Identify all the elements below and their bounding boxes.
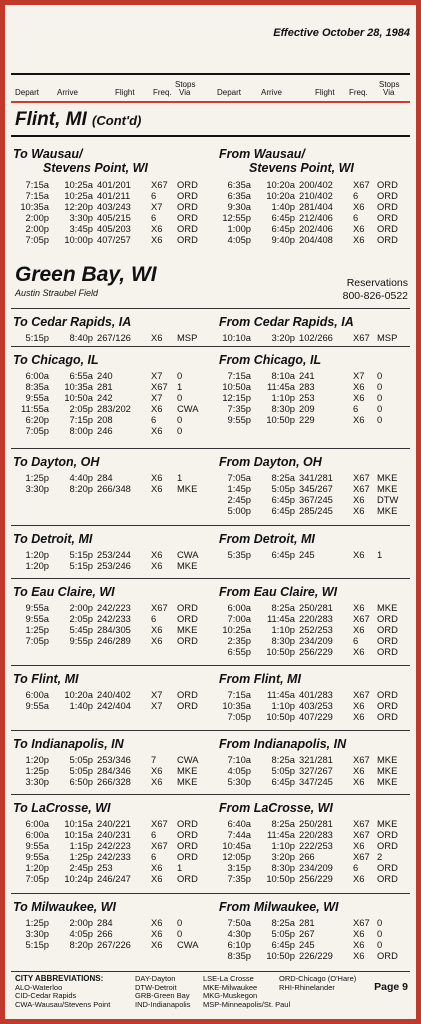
column-header-right: Depart Arrive Flight Freq. Stops Via [217, 80, 400, 97]
flight-row: 7:05p 8:00p 246 X6 0 [25, 425, 183, 436]
route-title: To Detroit, MI [13, 532, 93, 546]
section-divider [11, 730, 410, 731]
section-divider [11, 794, 410, 795]
flight-row: 8:35p 10:50p 226/229 X6 ORD [227, 950, 398, 961]
flight-row: 6:35a 10:20a 210/402 6 ORD [227, 190, 398, 201]
flight-row: 1:45p 5:05p 345/267 X67 MKE [227, 483, 398, 494]
reservations [343, 277, 408, 303]
flight-row: 3:30p 8:20p 266/348 X6 MKE [25, 483, 198, 494]
flight-row: 1:20p 2:45p 253 X6 1 [25, 862, 183, 873]
flight-row: 6:20p 7:15p 208 6 0 [25, 414, 183, 425]
timetable-page: Effective October 28, 1984 Depart Arrive Flight Freq. Stops Via Depart Arrive Flight Freq. Stops Via Flint, MI (Cont'd) Green Bay, WI Austin Straubel Field Reservations 800-826-0522 To Wausau/ Stevens Point, WI 7:15a 10:25a 401/201 X67 ORD 7:15a 10:25a 401/211 6 ORD 10:35a 12:20p 403/243 X7 ORD 2:00p 3:30p 405/215 6 ORD 2:00p 3:45p 405/203 X6 ORD 7:05p 10:00p 407/257 X6 ORD From Wausau/ Stevens Point, WI 6:35a 10:20a 200/402 X67 ORD 6:35a 10:20a 210/402 6 ORD 9:30a 1:40p 281/404 X6 ORD 12:55p 6:45p 212/406 6 ORD 1:00p 6:45p 202/406 X6 ORD 4:05p 9:40p 204/408 X6 ORD To Cedar Rapids, IA 5:15p 8:40p 267/126 X6 MSP From Cedar Rapids, IA 10:10a 3:20p 102/266 X67 MSP To Chicago, IL 6:00a 6:55a 240 X7 0 8:35a 10:35a 281 X67 1 9:55a 10:50a 242 X7 0 11:55a 2:05p 283/202 X6 CWA 6:20p 7:15p 208 6 0 7:05p 8:00p 246 X6 0 From Chicago, IL 7:15a 8:10a 241 X7 0 10:50a 11:45a 283 X6 0 12:15p 1:10p 253 X6 0 7:35p 8:30p 209 6 0 9:55p 10:50p 229 X6 0 To Dayton, OH 1:25p 4:40p 284 X6 1 3:30p 8:20p 266/348 X6 MKE From Dayton, OH 7:05a 8:25a 341/281 X67 MKE 1:45p 5:05p 345/267 X67 MKE 2:45p 6:45p 367/245 X6 DTW 5:00p 6:45p 285/245 X6 MKE To Detroit, MI 1:20p 5:15p 253/244 X6 CWA 1:20p 5:15p 253/246 X6 MKE From Detroit, MI 5:35p 6:45p 245 X6 1 To Eau Claire, WI 9:55a 2:00p 242/223 X67 ORD 9:55a 2:05p 242/233 6 ORD 1:25p 5:45p 284/305 X6 MKE 7:05p 9:55p 246/289 X6 ORD From Eau Claire, WI 6:00a 8:25a 250/281 X6 MKE 7:00a 11:45a 220/283 X67 ORD 10:25a 1:10p 252/253 X6 ORD 2:35p 8:30p 234/209 6 ORD 6:55p 10:50p 256/229 X6 ORD To Flint, MI 6:00a 10:20a 240/402 X7 ORD 9:55a 1:40p 242/404 X7 ORD From Flint, MI 7:15a 11:45a 401/283 X67 ORD 10:35a 1:10p 403/253 X6 ORD 7:05p 10:50p 407/229 X6 ORD To Indianapolis, IN 1:20p 5:05p 253/346 7 CWA 1:25p 5:05p 284/346 X6 MKE 3:30p 6:50p 266/328 X6 MKE From Indianapolis, IN 7:10a 8:25a 321/281 X67 MKE 4:05p 5:05p 327/267 X6 MKE 5:30p 6:45p 347/245 X6 MKE To LaCrosse, WI 6:00a 10:15a 240/221 X67 ORD 6:00a 10:15a 240/231 6 ORD 9:55a 1:15p 242/223 X67 ORD 9:55a 1:25p 242/233 6 ORD 1:20p 2:45p 253 X6 1 7:05p 10:24p 246/247 X6 ORD From LaCrosse, WI 6:40a 8:25a 250/281 X67 MKE 7:44a 11:45a 220/283 X67 ORD 10:45a 1:10p 222/253 X6 ORD 12:05p 3:20p 266 X67 2 3:15p 8:30p 234/209 6 ORD 7:35p 10:50p 256/229 X6 ORD To Milwaukee, WI 1:25p 2:00p 284 X6 0 3:30p 4:05p 266 X6 0 5:15p 8:20p 267/226 X6 CWA From Milwaukee, WI 7:50a 8:25a 281 X67 0 4:30p 5:05p 267 X6 0 6:10p 6:45p 245 X6 0 8:35p 10:50p 226/229 X6 ORD CITY ABBREVIATIONS: ALO-Waterloo CID-Cedar Rapids CWA-Wausau/Stevens Point DAY-Dayton DTW-Detroit GRB-Green Bay IND-Indianapolis LSE-La Crosse MKE-Milwaukee MKG-Muskegon MSP-Minneapolis/St. Paul ORD-Chicago (O'Hare) RHI-Rhinelander Page 9 [5, 5, 416, 1019]
route-title: To Chicago, IL [13, 353, 99, 367]
flight-row: 10:45a 1:10p 222/253 X6 ORD [222, 840, 398, 851]
flight-row: 5:30p 6:45p 347/245 X6 MKE [227, 776, 398, 787]
city-title-green-bay: Green Bay, WI [15, 263, 157, 286]
section-divider [11, 525, 410, 526]
route-title-line2: Stevens Point, WI [249, 161, 354, 175]
flight-row: 10:35a 12:20p 403/243 X7 ORD [20, 201, 198, 212]
route-title: From Detroit, MI [219, 532, 315, 546]
route-title: From Cedar Rapids, IA [219, 315, 354, 329]
flint-rule [11, 135, 410, 137]
flight-row: 5:15p 8:20p 267/226 X6 CWA [25, 939, 199, 950]
route-title: From Dayton, OH [219, 455, 322, 469]
route-title: From Indianapolis, IN [219, 737, 347, 751]
flight-row: 12:15p 1:10p 253 X6 0 [222, 392, 383, 403]
flight-row: 6:00a 10:20a 240/402 X7 ORD [25, 689, 198, 700]
flight-row: 6:00a 8:25a 250/281 X6 MKE [227, 602, 398, 613]
flight-row: 10:10a 3:20p 102/266 X67 MSP [222, 332, 398, 343]
flight-row: 12:05p 3:20p 266 X67 2 [222, 851, 383, 862]
flight-row: 7:50a 8:25a 281 X67 0 [227, 917, 383, 928]
flight-row: 5:15p 8:40p 267/126 X6 MSP [25, 332, 198, 343]
flight-row: 2:00p 3:45p 405/203 X6 ORD [25, 223, 198, 234]
flight-row: 9:55p 10:50p 229 X6 0 [227, 414, 383, 425]
flight-row: 11:55a 2:05p 283/202 X6 CWA [21, 403, 199, 414]
airport-name: Austin Straubel Field [15, 288, 99, 298]
flight-row: 5:35p 6:45p 245 X6 1 [227, 549, 383, 560]
flight-row: 1:20p 5:05p 253/346 7 CWA [25, 754, 199, 765]
flight-row: 3:15p 8:30p 234/209 6 ORD [227, 862, 398, 873]
flight-row: 7:05p 10:00p 407/257 X6 ORD [25, 234, 198, 245]
route-title: To Flint, MI [13, 672, 79, 686]
route-title: From Chicago, IL [219, 353, 322, 367]
flight-row: 6:00a 10:15a 240/231 6 ORD [25, 829, 198, 840]
flight-row: 1:25p 4:40p 284 X6 1 [25, 472, 183, 483]
section-divider [11, 346, 410, 347]
footer-rule [11, 971, 410, 972]
flight-row: 9:55a 1:40p 242/404 X7 ORD [25, 700, 198, 711]
flight-row: 1:20p 5:15p 253/244 X6 CWA [25, 549, 199, 560]
page-number: Page 9 [374, 981, 408, 993]
flight-row: 1:00p 6:45p 202/406 X6 ORD [227, 223, 398, 234]
flight-row: 12:55p 6:45p 212/406 6 ORD [222, 212, 398, 223]
section-divider [11, 665, 410, 666]
flight-row: 9:55a 1:15p 242/223 X67 ORD [25, 840, 198, 851]
flight-row: 9:55a 2:05p 242/233 6 ORD [25, 613, 198, 624]
flight-row: 10:25a 1:10p 252/253 X6 ORD [222, 624, 398, 635]
section-divider [11, 308, 410, 309]
flight-row: 6:00a 10:15a 240/221 X67 ORD [25, 818, 198, 829]
flight-row: 3:30p 4:05p 266 X6 0 [25, 928, 183, 939]
flight-row: 1:25p 2:00p 284 X6 0 [25, 917, 183, 928]
flight-row: 6:35a 10:20a 200/402 X67 ORD [227, 179, 398, 190]
flight-row: 4:30p 5:05p 267 X6 0 [227, 928, 383, 939]
flight-row: 7:35p 8:30p 209 6 0 [227, 403, 383, 414]
top-rule [11, 73, 410, 75]
effective-date: Effective October 28, 1984 [273, 27, 410, 39]
flight-row: 1:25p 5:45p 284/305 X6 MKE [25, 624, 198, 635]
flight-row: 10:35a 1:10p 403/253 X6 ORD [222, 700, 398, 711]
route-title-line2: Stevens Point, WI [43, 161, 148, 175]
route-title: To Wausau/ [13, 147, 83, 161]
flight-row: 7:35p 10:50p 256/229 X6 ORD [227, 873, 398, 884]
flight-row: 5:00p 6:45p 285/245 X6 MKE [227, 505, 398, 516]
flight-row: 2:35p 8:30p 234/209 6 ORD [227, 635, 398, 646]
section-divider [11, 448, 410, 449]
reservations-label: Reservations [346, 277, 408, 289]
flight-row: 7:05p 9:55p 246/289 X6 ORD [25, 635, 198, 646]
flight-row: 7:15a 10:25a 401/201 X67 ORD [25, 179, 198, 190]
abbrev-heading: CITY ABBREVIATIONS: [15, 974, 104, 983]
route-title: From Milwaukee, WI [219, 900, 339, 914]
flight-row: 6:10p 6:45p 245 X6 0 [227, 939, 383, 950]
flight-row: 2:45p 6:45p 367/245 X6 DTW [227, 494, 399, 505]
flight-row: 8:35a 10:35a 281 X67 1 [25, 381, 183, 392]
flight-row: 1:20p 5:15p 253/246 X6 MKE [25, 560, 198, 571]
flight-row: 7:00a 11:45a 220/283 X67 ORD [227, 613, 398, 624]
flight-row: 7:05p 10:24p 246/247 X6 ORD [25, 873, 198, 884]
reservations-phone: 800-826-0522 [342, 290, 408, 302]
flight-row: 10:50a 11:45a 283 X6 0 [222, 381, 383, 392]
route-title: From LaCrosse, WI [219, 801, 333, 815]
section-divider [11, 893, 410, 894]
section-divider [11, 578, 410, 579]
flight-row: 9:55a 1:25p 242/233 6 ORD [25, 851, 198, 862]
city-title-flint: Flint, MI (Cont'd) [15, 109, 142, 130]
route-title: From Wausau/ [219, 147, 305, 161]
header-rule [11, 101, 410, 103]
flight-row: 7:05a 8:25a 341/281 X67 MKE [227, 472, 398, 483]
flight-row: 6:40a 8:25a 250/281 X67 MKE [227, 818, 398, 829]
route-title: To Cedar Rapids, IA [13, 315, 132, 329]
flight-row: 7:15a 8:10a 241 X7 0 [227, 370, 383, 381]
flight-row: 7:15a 11:45a 401/283 X67 ORD [227, 689, 398, 700]
column-header-left: Depart Arrive Flight Freq. Stops Via [15, 80, 196, 97]
route-title: From Eau Claire, WI [219, 585, 338, 599]
flight-row: 6:00a 6:55a 240 X7 0 [25, 370, 183, 381]
flight-row: 6:55p 10:50p 256/229 X6 ORD [227, 646, 398, 657]
route-title: To LaCrosse, WI [13, 801, 111, 815]
route-title: To Milwaukee, WI [13, 900, 117, 914]
flight-row: 9:55a 2:00p 242/223 X67 ORD [25, 602, 198, 613]
flight-row: 7:15a 10:25a 401/211 6 ORD [25, 190, 198, 201]
flight-row: 3:30p 6:50p 266/328 X6 MKE [25, 776, 198, 787]
route-title: To Eau Claire, WI [13, 585, 115, 599]
flight-row: 7:10a 8:25a 321/281 X67 MKE [227, 754, 398, 765]
flight-row: 7:05p 10:50p 407/229 X6 ORD [227, 711, 398, 722]
route-title: To Indianapolis, IN [13, 737, 124, 751]
flight-row: 9:30a 1:40p 281/404 X6 ORD [227, 201, 398, 212]
flight-row: 4:05p 9:40p 204/408 X6 ORD [227, 234, 398, 245]
flight-row: 2:00p 3:30p 405/215 6 ORD [25, 212, 198, 223]
route-title: From Flint, MI [219, 672, 301, 686]
route-title: To Dayton, OH [13, 455, 100, 469]
flight-row: 9:55a 10:50a 242 X7 0 [25, 392, 183, 403]
flight-row: 1:25p 5:05p 284/346 X6 MKE [25, 765, 198, 776]
flight-row: 4:05p 5:05p 327/267 X6 MKE [227, 765, 398, 776]
flight-row: 7:44a 11:45a 220/283 X67 ORD [227, 829, 398, 840]
